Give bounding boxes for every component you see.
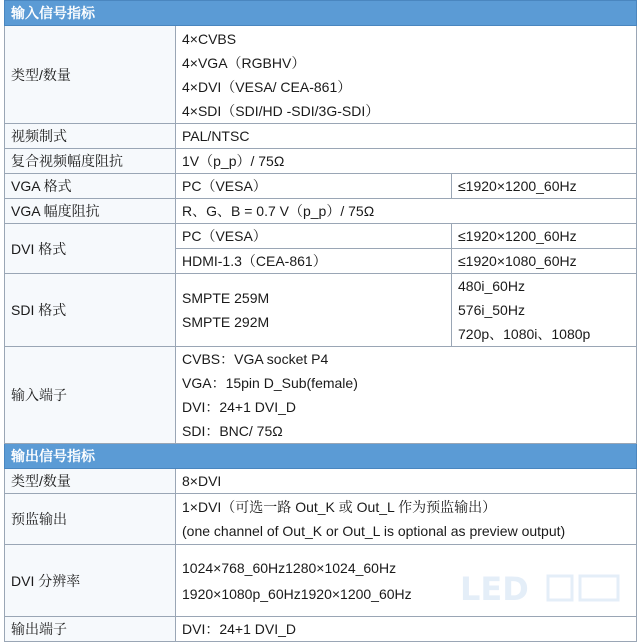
input-ports-label: 输入端子 <box>5 347 176 444</box>
dvi-resolution-label: DVI 分辨率 <box>5 545 176 617</box>
video-standard-value: PAL/NTSC <box>176 124 637 149</box>
dvi-resolution-row <box>5 545 637 617</box>
output-ports-row <box>5 617 637 642</box>
input-type-line: 4×SDI（SDI/HD -SDI/3G-SDI） <box>182 102 380 119</box>
vga-amplitude-row <box>5 199 637 224</box>
dvi-format-value-1: PC（VESA） <box>176 224 452 249</box>
dvi-format-value-2: HDMI-1.3（CEA-861） <box>176 249 452 274</box>
output-section-header <box>5 444 637 469</box>
sdi-format-resolutions <box>452 274 637 347</box>
input-section-header <box>5 1 637 26</box>
sdi-standard: SMPTE 259M <box>182 290 270 306</box>
input-type-count-value <box>176 26 637 124</box>
vga-amplitude-label: VGA 幅度阻抗 <box>5 199 176 224</box>
input-port-line: DVI：24+1 DVI_D <box>182 399 296 415</box>
dvi-resolution-value <box>176 545 637 617</box>
vga-format-row <box>5 174 637 199</box>
input-type-count-label: 类型/数量 <box>5 26 176 124</box>
output-type-count-row <box>5 469 637 494</box>
input-type-line: 4×DVI（VESA/ CEA-861） <box>182 78 352 95</box>
input-type-line: 4×VGA（RGBHV） <box>182 54 306 71</box>
composite-amplitude-row <box>5 149 637 174</box>
output-section-title: 输出信号指标 <box>5 444 637 469</box>
dvi-format-resolution-2: ≤1920×1080_60Hz <box>452 249 637 274</box>
input-port-line: CVBS：VGA socket P4 <box>182 351 329 367</box>
vga-amplitude-value: R、G、B = 0.7 V（p_p）/ 75Ω <box>176 199 637 224</box>
dvi-resolution-line: 1024×768_60Hz1280×1024_60Hz <box>182 559 397 576</box>
input-type-count-row <box>5 26 637 124</box>
video-standard-row <box>5 124 637 149</box>
composite-amplitude-value: 1V（p_p）/ 75Ω <box>176 149 637 174</box>
preview-output-label: 预监输出 <box>5 494 176 545</box>
video-standard-label: 视频制式 <box>5 124 176 149</box>
vga-format-resolution: ≤1920×1200_60Hz <box>452 174 637 199</box>
preview-output-line: 1×DVI（可选一路 Out_K 或 Out_L 作为预监输出） <box>182 499 497 515</box>
input-ports-row <box>5 347 637 444</box>
sdi-resolution: 720p、1080i、1080p <box>458 326 591 342</box>
sdi-format-standards <box>176 274 452 347</box>
sdi-resolution: 480i_60Hz <box>458 278 525 294</box>
sdi-format-row <box>5 274 637 347</box>
preview-output-line: (one channel of Out_K or Out_L is optional as preview output) <box>182 523 566 539</box>
input-port-line: VGA：15pin D_Sub(female) <box>182 375 358 391</box>
preview-output-value <box>176 494 637 545</box>
dvi-format-row-1 <box>5 224 637 249</box>
sdi-resolution: 576i_50Hz <box>458 302 525 318</box>
spec-table <box>4 0 637 642</box>
input-port-line: SDI：BNC/ 75Ω <box>182 423 283 439</box>
output-type-count-value: 8×DVI <box>176 469 637 494</box>
preview-output-row <box>5 494 637 545</box>
vga-format-value: PC（VESA） <box>176 174 452 199</box>
output-type-count-label: 类型/数量 <box>5 469 176 494</box>
input-ports-value <box>176 347 637 444</box>
dvi-format-resolution-1: ≤1920×1200_60Hz <box>452 224 637 249</box>
dvi-resolution-line: 1920×1080p_60Hz1920×1200_60Hz <box>182 585 412 602</box>
vga-format-label: VGA 格式 <box>5 174 176 199</box>
sdi-format-label: SDI 格式 <box>5 274 176 347</box>
dvi-format-label: DVI 格式 <box>5 224 176 274</box>
spec-sheet <box>4 0 636 644</box>
output-ports-value: DVI：24+1 DVI_D <box>176 617 637 642</box>
composite-amplitude-label: 复合视频幅度阻抗 <box>5 149 176 174</box>
sdi-standard: SMPTE 292M <box>182 314 270 330</box>
input-section-title: 输入信号指标 <box>5 1 637 26</box>
output-ports-label: 输出端子 <box>5 617 176 642</box>
input-type-line: 4×CVBS <box>182 30 237 47</box>
